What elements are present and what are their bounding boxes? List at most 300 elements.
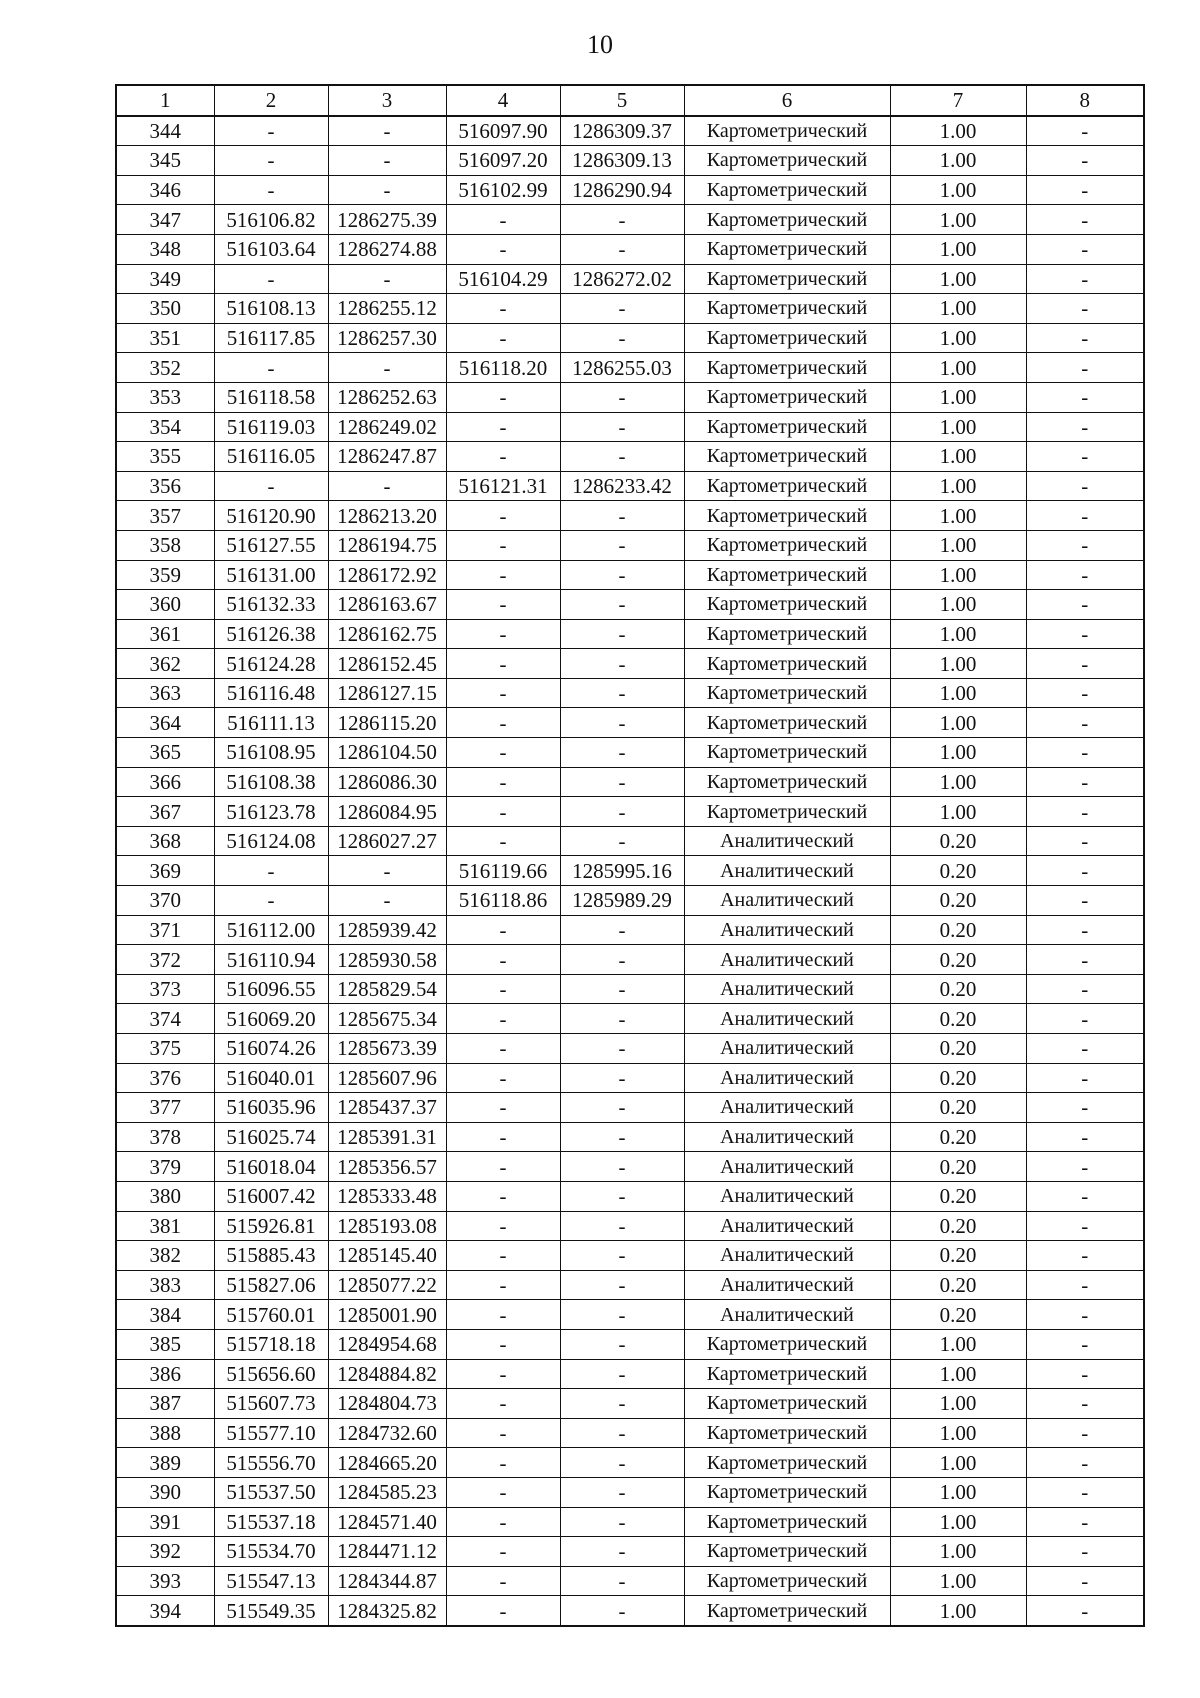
method-cell: Картометрический	[684, 1596, 890, 1626]
table-row	[116, 1329, 1144, 1359]
accuracy-cell: 1.00	[890, 1418, 1026, 1448]
x-cell: 515760.01	[214, 1300, 328, 1330]
y-new-cell: -	[560, 590, 684, 620]
accuracy-cell: 0.20	[890, 1004, 1026, 1034]
y-new-cell: -	[560, 1093, 684, 1123]
point-number-cell: 345	[116, 146, 214, 176]
x-new-cell: -	[446, 649, 560, 679]
table-body	[116, 116, 1144, 1626]
x-new-cell: -	[446, 678, 560, 708]
method-cell: Картометрический	[684, 294, 890, 324]
method-cell: Аналитический	[684, 1004, 890, 1034]
table-row	[116, 767, 1144, 797]
y-cell: -	[328, 353, 446, 383]
table-row	[116, 1300, 1144, 1330]
method-cell: Картометрический	[684, 619, 890, 649]
method-cell: Аналитический	[684, 1034, 890, 1064]
y-new-cell: -	[560, 678, 684, 708]
table-row	[116, 1596, 1144, 1626]
x-new-cell: -	[446, 323, 560, 353]
note-cell: -	[1026, 1211, 1144, 1241]
y-new-cell: -	[560, 1507, 684, 1537]
y-cell: 1285607.96	[328, 1063, 446, 1093]
method-cell: Аналитический	[684, 1122, 890, 1152]
table-row	[116, 294, 1144, 324]
y-new-cell: -	[560, 1537, 684, 1567]
x-cell: 516123.78	[214, 797, 328, 827]
method-cell: Картометрический	[684, 530, 890, 560]
accuracy-cell: 0.20	[890, 856, 1026, 886]
note-cell: -	[1026, 590, 1144, 620]
y-new-cell: -	[560, 234, 684, 264]
y-cell: 1285939.42	[328, 915, 446, 945]
point-number-cell: 351	[116, 323, 214, 353]
table-row	[116, 1211, 1144, 1241]
method-cell: Аналитический	[684, 915, 890, 945]
x-new-cell: -	[446, 1596, 560, 1626]
table-row	[116, 234, 1144, 264]
x-new-cell: 516102.99	[446, 175, 560, 205]
accuracy-cell: 1.00	[890, 294, 1026, 324]
point-number-cell: 348	[116, 234, 214, 264]
method-cell: Картометрический	[684, 708, 890, 738]
x-cell: 515537.50	[214, 1477, 328, 1507]
note-cell: -	[1026, 1418, 1144, 1448]
method-cell: Картометрический	[684, 175, 890, 205]
accuracy-cell: 1.00	[890, 678, 1026, 708]
x-cell: 516108.38	[214, 767, 328, 797]
x-cell: -	[214, 471, 328, 501]
point-number-cell: 377	[116, 1093, 214, 1123]
method-cell: Картометрический	[684, 382, 890, 412]
y-cell: 1286163.67	[328, 590, 446, 620]
point-number-cell: 387	[116, 1389, 214, 1419]
method-cell: Картометрический	[684, 1418, 890, 1448]
x-new-cell: -	[446, 767, 560, 797]
x-new-cell: -	[446, 1181, 560, 1211]
note-cell: -	[1026, 205, 1144, 235]
point-number-cell: 380	[116, 1181, 214, 1211]
point-number-cell: 358	[116, 530, 214, 560]
table-row	[116, 353, 1144, 383]
y-cell: 1286194.75	[328, 530, 446, 560]
y-new-cell: 1286255.03	[560, 353, 684, 383]
x-cell: 516106.82	[214, 205, 328, 235]
x-new-cell: -	[446, 1507, 560, 1537]
method-cell: Аналитический	[684, 1241, 890, 1271]
y-new-cell: -	[560, 294, 684, 324]
y-cell: 1286086.30	[328, 767, 446, 797]
note-cell: -	[1026, 1329, 1144, 1359]
note-cell: -	[1026, 678, 1144, 708]
point-number-cell: 370	[116, 886, 214, 916]
x-cell: 515607.73	[214, 1389, 328, 1419]
point-number-cell: 369	[116, 856, 214, 886]
table-row	[116, 412, 1144, 442]
x-cell: 516018.04	[214, 1152, 328, 1182]
table-row	[116, 619, 1144, 649]
table-header	[116, 85, 1144, 116]
accuracy-cell: 0.20	[890, 1300, 1026, 1330]
y-cell: 1285930.58	[328, 945, 446, 975]
x-new-cell: -	[446, 442, 560, 472]
accuracy-cell: 1.00	[890, 1477, 1026, 1507]
y-new-cell: -	[560, 1241, 684, 1271]
method-cell: Картометрический	[684, 442, 890, 472]
x-cell: 516108.13	[214, 294, 328, 324]
note-cell: -	[1026, 856, 1144, 886]
y-new-cell: -	[560, 530, 684, 560]
y-cell: 1284665.20	[328, 1448, 446, 1478]
y-new-cell: -	[560, 1359, 684, 1389]
x-new-cell: -	[446, 205, 560, 235]
y-new-cell: -	[560, 649, 684, 679]
note-cell: -	[1026, 530, 1144, 560]
y-new-cell: -	[560, 1566, 684, 1596]
note-cell: -	[1026, 1477, 1144, 1507]
y-cell: -	[328, 471, 446, 501]
accuracy-cell: 1.00	[890, 323, 1026, 353]
x-cell: 516111.13	[214, 708, 328, 738]
accuracy-cell: 1.00	[890, 205, 1026, 235]
method-cell: Картометрический	[684, 1507, 890, 1537]
y-cell: 1284471.12	[328, 1537, 446, 1567]
x-new-cell: 516104.29	[446, 264, 560, 294]
x-cell: 515885.43	[214, 1241, 328, 1271]
method-cell: Аналитический	[684, 1211, 890, 1241]
x-cell: 516025.74	[214, 1122, 328, 1152]
y-new-cell: -	[560, 915, 684, 945]
x-new-cell: -	[446, 1004, 560, 1034]
y-cell: -	[328, 856, 446, 886]
y-cell: 1285673.39	[328, 1034, 446, 1064]
table-row	[116, 205, 1144, 235]
y-new-cell: 1285995.16	[560, 856, 684, 886]
note-cell: -	[1026, 886, 1144, 916]
x-cell: -	[214, 886, 328, 916]
method-cell: Аналитический	[684, 856, 890, 886]
method-cell: Аналитический	[684, 945, 890, 975]
accuracy-cell: 1.00	[890, 1537, 1026, 1567]
table-row	[116, 1152, 1144, 1182]
y-new-cell: -	[560, 1389, 684, 1419]
note-cell: -	[1026, 649, 1144, 679]
y-new-cell: -	[560, 1004, 684, 1034]
y-new-cell: -	[560, 1270, 684, 1300]
table-row	[116, 442, 1144, 472]
x-cell: 516119.03	[214, 412, 328, 442]
point-number-cell: 386	[116, 1359, 214, 1389]
accuracy-cell: 1.00	[890, 471, 1026, 501]
table-row	[116, 1389, 1144, 1419]
y-new-cell: -	[560, 708, 684, 738]
point-number-cell: 375	[116, 1034, 214, 1064]
y-cell: 1284884.82	[328, 1359, 446, 1389]
table-row	[116, 1507, 1144, 1537]
point-number-cell: 350	[116, 294, 214, 324]
x-new-cell: 516097.20	[446, 146, 560, 176]
y-cell: 1286257.30	[328, 323, 446, 353]
y-cell: -	[328, 116, 446, 146]
note-cell: -	[1026, 619, 1144, 649]
y-cell: 1286247.87	[328, 442, 446, 472]
x-cell: 516112.00	[214, 915, 328, 945]
method-cell: Картометрический	[684, 560, 890, 590]
y-cell: 1286275.39	[328, 205, 446, 235]
accuracy-cell: 0.20	[890, 1093, 1026, 1123]
point-number-cell: 384	[116, 1300, 214, 1330]
y-new-cell: 1285989.29	[560, 886, 684, 916]
note-cell: -	[1026, 1596, 1144, 1626]
y-cell: 1285356.57	[328, 1152, 446, 1182]
y-new-cell: -	[560, 1211, 684, 1241]
y-new-cell: -	[560, 974, 684, 1004]
note-cell: -	[1026, 560, 1144, 590]
y-cell: -	[328, 175, 446, 205]
x-cell: 516124.08	[214, 826, 328, 856]
y-cell: 1286252.63	[328, 382, 446, 412]
x-new-cell: -	[446, 708, 560, 738]
point-number-cell: 378	[116, 1122, 214, 1152]
table-row	[116, 471, 1144, 501]
point-number-cell: 373	[116, 974, 214, 1004]
accuracy-cell: 1.00	[890, 353, 1026, 383]
note-cell: -	[1026, 1507, 1144, 1537]
x-new-cell: -	[446, 234, 560, 264]
method-cell: Картометрический	[684, 678, 890, 708]
method-cell: Картометрический	[684, 1537, 890, 1567]
table-row	[116, 915, 1144, 945]
table-row	[116, 1004, 1144, 1034]
table-row	[116, 1034, 1144, 1064]
note-cell: -	[1026, 1566, 1144, 1596]
table-row	[116, 146, 1144, 176]
note-cell: -	[1026, 1537, 1144, 1567]
x-new-cell: -	[446, 1300, 560, 1330]
x-new-cell: -	[446, 1270, 560, 1300]
x-cell: 516103.64	[214, 234, 328, 264]
y-cell: 1285001.90	[328, 1300, 446, 1330]
y-new-cell: -	[560, 1181, 684, 1211]
x-new-cell: -	[446, 1537, 560, 1567]
x-new-cell: -	[446, 294, 560, 324]
table-row	[116, 382, 1144, 412]
note-cell: -	[1026, 382, 1144, 412]
note-cell: -	[1026, 1034, 1144, 1064]
method-cell: Аналитический	[684, 886, 890, 916]
x-cell: 516035.96	[214, 1093, 328, 1123]
note-cell: -	[1026, 826, 1144, 856]
point-number-cell: 356	[116, 471, 214, 501]
method-cell: Картометрический	[684, 471, 890, 501]
y-cell: -	[328, 146, 446, 176]
x-cell: 515547.13	[214, 1566, 328, 1596]
accuracy-cell: 1.00	[890, 234, 1026, 264]
table-row	[116, 1448, 1144, 1478]
accuracy-cell: 0.20	[890, 1181, 1026, 1211]
x-new-cell: -	[446, 1418, 560, 1448]
method-cell: Картометрический	[684, 146, 890, 176]
x-new-cell: -	[446, 945, 560, 975]
column-header: 5	[560, 85, 684, 116]
table-row	[116, 1063, 1144, 1093]
x-cell: 515549.35	[214, 1596, 328, 1626]
column-header: 7	[890, 85, 1026, 116]
x-cell: 516132.33	[214, 590, 328, 620]
x-new-cell: -	[446, 1152, 560, 1182]
note-cell: -	[1026, 1389, 1144, 1419]
table-row	[116, 1122, 1144, 1152]
table-row	[116, 530, 1144, 560]
x-cell: 516040.01	[214, 1063, 328, 1093]
column-header: 8	[1026, 85, 1144, 116]
point-number-cell: 353	[116, 382, 214, 412]
x-new-cell: -	[446, 826, 560, 856]
point-number-cell: 389	[116, 1448, 214, 1478]
method-cell: Картометрический	[684, 1477, 890, 1507]
note-cell: -	[1026, 915, 1144, 945]
note-cell: -	[1026, 442, 1144, 472]
y-cell: 1284571.40	[328, 1507, 446, 1537]
method-cell: Аналитический	[684, 1063, 890, 1093]
x-cell: 516116.48	[214, 678, 328, 708]
table-row	[116, 678, 1144, 708]
method-cell: Аналитический	[684, 1300, 890, 1330]
method-cell: Аналитический	[684, 1270, 890, 1300]
x-cell: 515556.70	[214, 1448, 328, 1478]
point-number-cell: 362	[116, 649, 214, 679]
accuracy-cell: 1.00	[890, 797, 1026, 827]
y-new-cell: -	[560, 826, 684, 856]
x-cell: 516007.42	[214, 1181, 328, 1211]
x-new-cell: -	[446, 530, 560, 560]
x-cell: 515656.60	[214, 1359, 328, 1389]
x-cell: 516127.55	[214, 530, 328, 560]
y-new-cell: -	[560, 560, 684, 590]
accuracy-cell: 1.00	[890, 649, 1026, 679]
x-cell: 516074.26	[214, 1034, 328, 1064]
x-new-cell: -	[446, 738, 560, 768]
y-cell: 1285145.40	[328, 1241, 446, 1271]
y-cell: 1285391.31	[328, 1122, 446, 1152]
method-cell: Картометрический	[684, 205, 890, 235]
y-cell: 1285437.37	[328, 1093, 446, 1123]
y-cell: 1284804.73	[328, 1389, 446, 1419]
y-new-cell: -	[560, 442, 684, 472]
x-cell: -	[214, 856, 328, 886]
table-row	[116, 264, 1144, 294]
y-cell: 1284344.87	[328, 1566, 446, 1596]
note-cell: -	[1026, 116, 1144, 146]
accuracy-cell: 1.00	[890, 175, 1026, 205]
x-cell: 516120.90	[214, 501, 328, 531]
method-cell: Картометрический	[684, 738, 890, 768]
note-cell: -	[1026, 1063, 1144, 1093]
note-cell: -	[1026, 708, 1144, 738]
y-new-cell: -	[560, 1448, 684, 1478]
note-cell: -	[1026, 1241, 1144, 1271]
x-cell: 515534.70	[214, 1537, 328, 1567]
accuracy-cell: 1.00	[890, 590, 1026, 620]
column-header: 1	[116, 85, 214, 116]
y-new-cell: -	[560, 1300, 684, 1330]
table-row	[116, 590, 1144, 620]
y-cell: 1284585.23	[328, 1477, 446, 1507]
note-cell: -	[1026, 1004, 1144, 1034]
y-cell: 1285077.22	[328, 1270, 446, 1300]
point-number-cell: 390	[116, 1477, 214, 1507]
point-number-cell: 347	[116, 205, 214, 235]
accuracy-cell: 1.00	[890, 382, 1026, 412]
note-cell: -	[1026, 146, 1144, 176]
accuracy-cell: 1.00	[890, 1448, 1026, 1478]
y-cell: -	[328, 264, 446, 294]
y-cell: 1285333.48	[328, 1181, 446, 1211]
x-new-cell: 516118.20	[446, 353, 560, 383]
x-new-cell: -	[446, 501, 560, 531]
point-number-cell: 371	[116, 915, 214, 945]
table-row	[116, 1270, 1144, 1300]
note-cell: -	[1026, 945, 1144, 975]
accuracy-cell: 1.00	[890, 501, 1026, 531]
y-cell: 1286213.20	[328, 501, 446, 531]
method-cell: Картометрический	[684, 1448, 890, 1478]
method-cell: Картометрический	[684, 649, 890, 679]
table-row	[116, 886, 1144, 916]
point-number-cell: 366	[116, 767, 214, 797]
point-number-cell: 385	[116, 1329, 214, 1359]
x-new-cell: -	[446, 590, 560, 620]
method-cell: Аналитический	[684, 1152, 890, 1182]
table-row	[116, 945, 1144, 975]
y-new-cell: 1286290.94	[560, 175, 684, 205]
accuracy-cell: 1.00	[890, 1329, 1026, 1359]
y-new-cell: -	[560, 1329, 684, 1359]
accuracy-cell: 1.00	[890, 442, 1026, 472]
y-new-cell: -	[560, 767, 684, 797]
note-cell: -	[1026, 501, 1144, 531]
table-row	[116, 1359, 1144, 1389]
x-new-cell: -	[446, 1359, 560, 1389]
method-cell: Картометрический	[684, 797, 890, 827]
accuracy-cell: 0.20	[890, 1211, 1026, 1241]
accuracy-cell: 1.00	[890, 619, 1026, 649]
y-new-cell: -	[560, 1034, 684, 1064]
table-row	[116, 974, 1144, 1004]
point-number-cell: 393	[116, 1566, 214, 1596]
y-new-cell: -	[560, 205, 684, 235]
x-cell: -	[214, 146, 328, 176]
y-new-cell: -	[560, 382, 684, 412]
y-cell: 1286255.12	[328, 294, 446, 324]
point-number-cell: 361	[116, 619, 214, 649]
note-cell: -	[1026, 412, 1144, 442]
table-row	[116, 856, 1144, 886]
accuracy-cell: 0.20	[890, 1063, 1026, 1093]
note-cell: -	[1026, 1448, 1144, 1478]
accuracy-cell: 1.00	[890, 738, 1026, 768]
table-row	[116, 501, 1144, 531]
method-cell: Картометрический	[684, 412, 890, 442]
accuracy-cell: 1.00	[890, 1596, 1026, 1626]
note-cell: -	[1026, 1359, 1144, 1389]
y-cell: 1286172.92	[328, 560, 446, 590]
method-cell: Картометрический	[684, 1566, 890, 1596]
table-row	[116, 708, 1144, 738]
y-cell: 1286084.95	[328, 797, 446, 827]
accuracy-cell: 0.20	[890, 974, 1026, 1004]
accuracy-cell: 1.00	[890, 146, 1026, 176]
